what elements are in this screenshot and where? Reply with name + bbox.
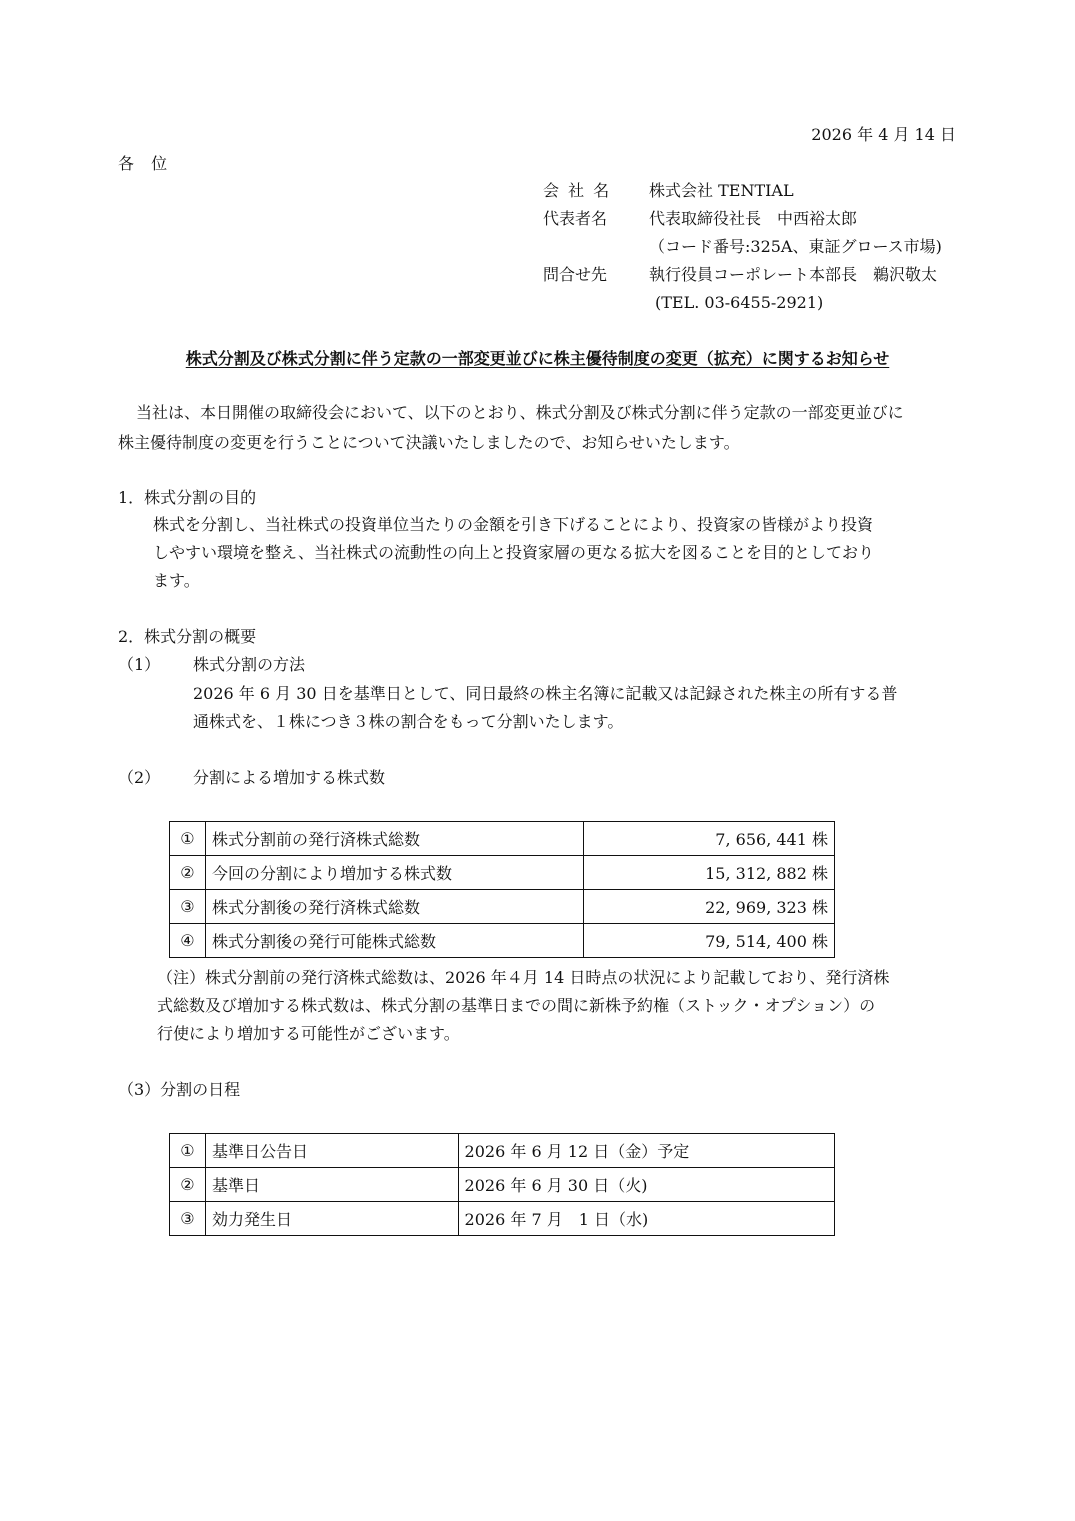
table-row	[170, 856, 835, 890]
section1-heading: 1．株式分割の目的	[118, 488, 257, 507]
intro-line-1: 当社は、本日開催の取締役会において、以下のとおり、株式分割及び株式分割に伴う定款の一部変更並びに	[136, 403, 904, 422]
section1-body-line-1: 株式を分割し、当社株式の投資単位当たりの金額を引き下げることにより、投資家の皆様がより投資	[153, 515, 874, 534]
sub2-heading: 分割による増加する株式数	[193, 768, 386, 787]
document-title: 株式分割及び株式分割に伴う定款の一部変更並びに株主優待制度の変更（拡充）に関するお知らせ	[185, 349, 890, 368]
sub1-body-line-2: 通株式を、１株につき３株の割合をもって分割いたします。	[193, 712, 624, 731]
row-value: 22, 969, 323 株	[584, 890, 835, 924]
company-label: 会 社 名	[543, 181, 612, 200]
row-value: 2026 年 7 月 1 日（水)	[458, 1202, 834, 1236]
sub1-body-line-1: 2026 年 6 月 30 日を基準日として、同日最終の株主名簿に記載又は記録された株主の所有する普	[193, 684, 898, 703]
intro-line-2: 株主優待制度の変更を行うことについて決議いたしましたので、お知らせいたします。	[118, 433, 740, 452]
row-number: ③	[170, 890, 206, 924]
note-line-2: 式総数及び増加する株式数は、株式分割の基準日までの間に新株予約権（ストック・オプション）の	[157, 996, 876, 1015]
sub1-heading: 株式分割の方法	[193, 655, 306, 674]
representative-name: 代表取締役社長 中西裕太郎	[649, 209, 858, 228]
share-count-table	[169, 821, 835, 958]
sub3-heading: （3）分割の日程	[118, 1080, 241, 1099]
table-row	[170, 924, 835, 958]
row-label: 株式分割後の発行済株式総数	[205, 890, 583, 924]
row-value: 15, 312, 882 株	[584, 856, 835, 890]
section2-heading: 2．株式分割の概要	[118, 627, 257, 646]
company-name: 株式会社 TENTIAL	[649, 181, 794, 200]
table-row	[170, 822, 835, 856]
row-label: 基準日	[205, 1168, 458, 1202]
section1-body-line-3: ます。	[153, 571, 200, 590]
stock-code: （コード番号:325A、東証グロース市場)	[649, 237, 942, 256]
row-value: 2026 年 6 月 30 日（火)	[458, 1168, 834, 1202]
contact-tel: (TEL. 03-6455-2921)	[655, 293, 824, 312]
representative-label: 代表者名	[543, 209, 608, 228]
sub1-number: （1）	[118, 655, 161, 674]
table-row	[170, 890, 835, 924]
row-number: ④	[170, 924, 206, 958]
row-number: ①	[170, 1134, 206, 1168]
row-number: ①	[170, 822, 206, 856]
table-row	[170, 1168, 835, 1202]
row-label: 今回の分割により増加する株式数	[205, 856, 583, 890]
schedule-table	[169, 1133, 835, 1236]
row-label: 効力発生日	[205, 1202, 458, 1236]
row-label: 株式分割後の発行可能株式総数	[205, 924, 583, 958]
row-value: 2026 年 6 月 12 日（金）予定	[458, 1134, 834, 1168]
note-line-3: 行使により増加する可能性がございます。	[157, 1024, 460, 1043]
document-date: 2026 年 4 月 14 日	[811, 125, 956, 144]
row-number: ③	[170, 1202, 206, 1236]
row-value: 79, 514, 400 株	[584, 924, 835, 958]
contact-person: 執行役員コーポレート本部長 鵜沢敬太	[649, 265, 938, 284]
row-label: 株式分割前の発行済株式総数	[205, 822, 583, 856]
contact-label: 問合せ先	[543, 265, 608, 284]
row-label: 基準日公告日	[205, 1134, 458, 1168]
row-value: 7, 656, 441 株	[584, 822, 835, 856]
note-line-1: （注）株式分割前の発行済株式総数は、2026 年４月 14 日時点の状況により記載しており、発行済株	[157, 968, 890, 987]
table-row	[170, 1202, 835, 1236]
sub2-number: （2）	[118, 768, 161, 787]
row-number: ②	[170, 856, 206, 890]
section1-body-line-2: しやすい環境を整え、当社株式の流動性の向上と投資家層の更なる拡大を図ることを目的としており	[153, 543, 874, 562]
table-row	[170, 1134, 835, 1168]
addressee: 各 位	[118, 154, 174, 173]
row-number: ②	[170, 1168, 206, 1202]
